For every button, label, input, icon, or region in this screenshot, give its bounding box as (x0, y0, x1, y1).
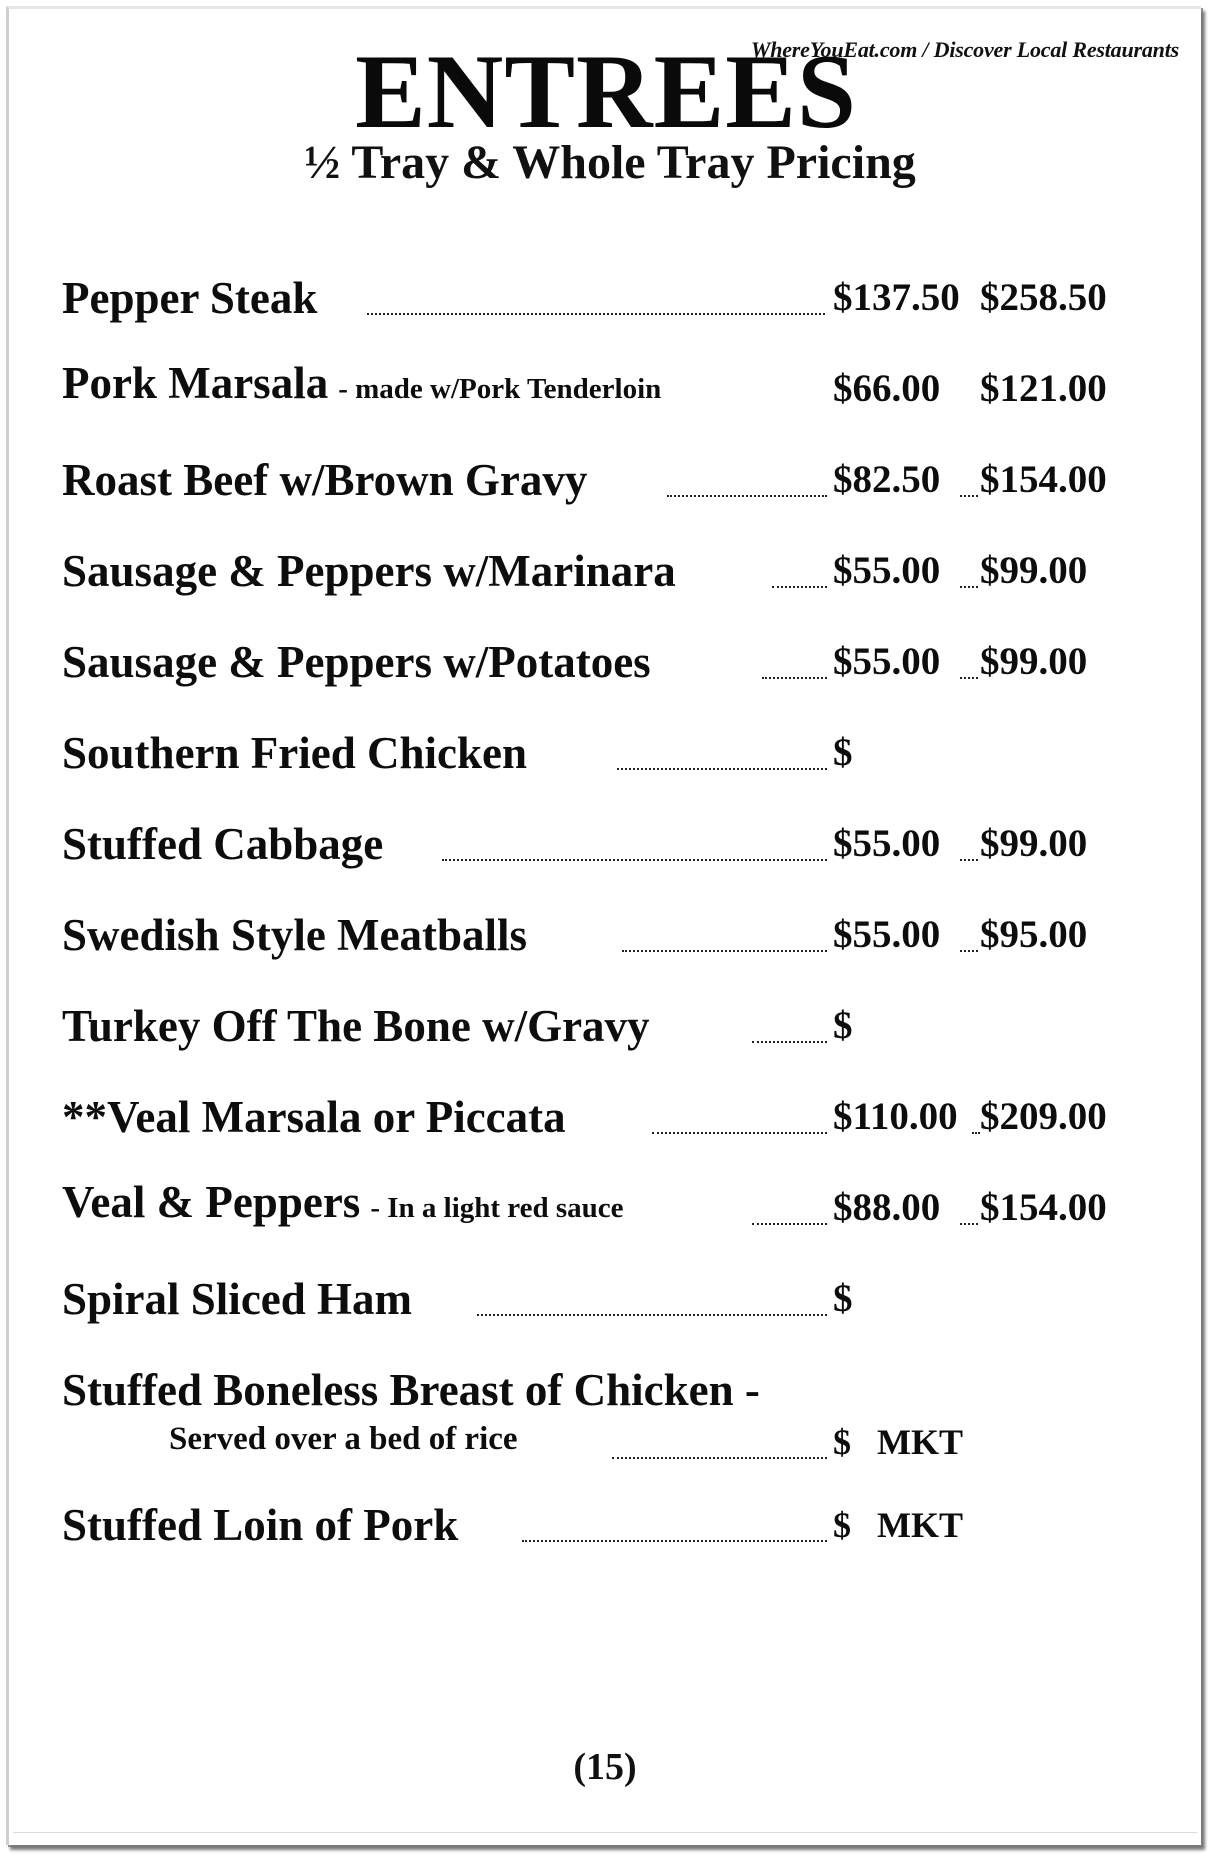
whole-tray-price: $209.00 (980, 1095, 1107, 1138)
item-name: Sausage & Peppers w/Marinara (62, 546, 676, 596)
whole-tray-price: $99.00 (980, 640, 1088, 683)
half-tray-price: $66.00 (833, 367, 941, 410)
dot-leader (972, 1132, 980, 1134)
dot-leader (960, 950, 978, 952)
half-tray-price: $137.50 (833, 276, 960, 319)
item-name: Stuffed Boneless Breast of Chicken - (62, 1365, 760, 1415)
dot-leader (960, 586, 978, 588)
dot-leader (612, 1457, 827, 1459)
dot-leader (367, 313, 825, 315)
whole-tray-price: $154.00 (980, 458, 1107, 501)
half-tray-price: $ (833, 1004, 853, 1047)
item-name: Spiral Sliced Ham (62, 1274, 413, 1324)
item-name: Sausage & Peppers w/Potatoes (62, 637, 651, 687)
item-name: **Veal Marsala or Piccata (62, 1092, 566, 1142)
dot-leader (960, 859, 978, 861)
menu-item (62, 633, 1182, 693)
half-tray-price: $ (833, 1505, 851, 1545)
dot-leader (960, 677, 978, 679)
whole-tray-price: $95.00 (980, 913, 1088, 956)
dot-leader (622, 950, 827, 952)
half-tray-price: $55.00 (833, 822, 941, 865)
item-description: - In a light red sauce (370, 1192, 624, 1224)
item-name: Southern Fried Chicken (62, 728, 528, 778)
dot-leader (762, 677, 827, 679)
dot-leader (477, 1314, 827, 1316)
menu-item (62, 724, 1182, 784)
item-name: Turkey Off The Bone w/Gravy (62, 1001, 650, 1051)
menu-item (62, 997, 1182, 1057)
half-tray-price: $55.00 (833, 913, 941, 956)
market-price: MKT (877, 1422, 963, 1462)
half-tray-price: $88.00 (833, 1186, 941, 1229)
item-name: Stuffed Loin of Pork (62, 1500, 459, 1550)
dot-leader (752, 1041, 827, 1043)
whole-tray-price: $258.50 (980, 276, 1107, 319)
divider (13, 1832, 1197, 1833)
menu-item (62, 815, 1182, 875)
item-name: Veal & Peppers (62, 1177, 361, 1227)
menu-item (62, 1496, 1182, 1556)
item-name: Pepper Steak (62, 273, 318, 323)
menu-item (62, 542, 1182, 602)
item-description: - made w/Pork Tenderloin (338, 373, 662, 405)
dot-leader (960, 1223, 978, 1225)
dot-leader (667, 495, 827, 497)
menu-item (62, 451, 1182, 511)
half-tray-price: $110.00 (833, 1095, 958, 1138)
dot-leader (772, 586, 827, 588)
page-subtitle: ½ Tray & Whole Tray Pricing (304, 136, 916, 189)
dot-leader (442, 859, 827, 861)
menu-item (62, 906, 1182, 966)
whole-tray-price: $99.00 (980, 549, 1088, 592)
menu-item (62, 1088, 1182, 1148)
item-name: Roast Beef w/Brown Gravy (62, 455, 588, 505)
half-tray-price: $ (833, 1277, 853, 1320)
market-price: MKT (877, 1505, 963, 1545)
dot-leader (522, 1540, 827, 1542)
half-tray-price: $82.50 (833, 458, 941, 501)
half-tray-price: $55.00 (833, 549, 941, 592)
menu-item (62, 1270, 1182, 1330)
page-title: ENTREES (355, 33, 857, 150)
whole-tray-price: $99.00 (980, 822, 1088, 865)
menu-item (62, 1179, 1182, 1239)
item-name: Swedish Style Meatballs (62, 910, 528, 960)
half-tray-price: $ (833, 1422, 851, 1462)
whole-tray-price: $121.00 (980, 367, 1107, 410)
dot-leader (752, 1223, 827, 1225)
whole-tray-price: $154.00 (980, 1186, 1107, 1229)
item-subline: Served over a bed of rice (169, 1421, 518, 1457)
half-tray-price: $55.00 (833, 640, 941, 683)
menu-item (62, 360, 1182, 420)
half-tray-price: $ (833, 731, 853, 774)
item-name: Pork Marsala (62, 358, 329, 408)
watermark: WhereYouEat.com / Discover Local Restaurants (750, 37, 1179, 62)
menu-item (62, 1361, 1182, 1471)
menu-item (62, 269, 1182, 329)
dot-leader (652, 1132, 827, 1134)
menu-page (6, 6, 1201, 1845)
item-name: Stuffed Cabbage (62, 819, 384, 869)
dot-leader (960, 495, 978, 497)
page-number: (15) (573, 1746, 637, 1788)
dot-leader (617, 768, 827, 770)
